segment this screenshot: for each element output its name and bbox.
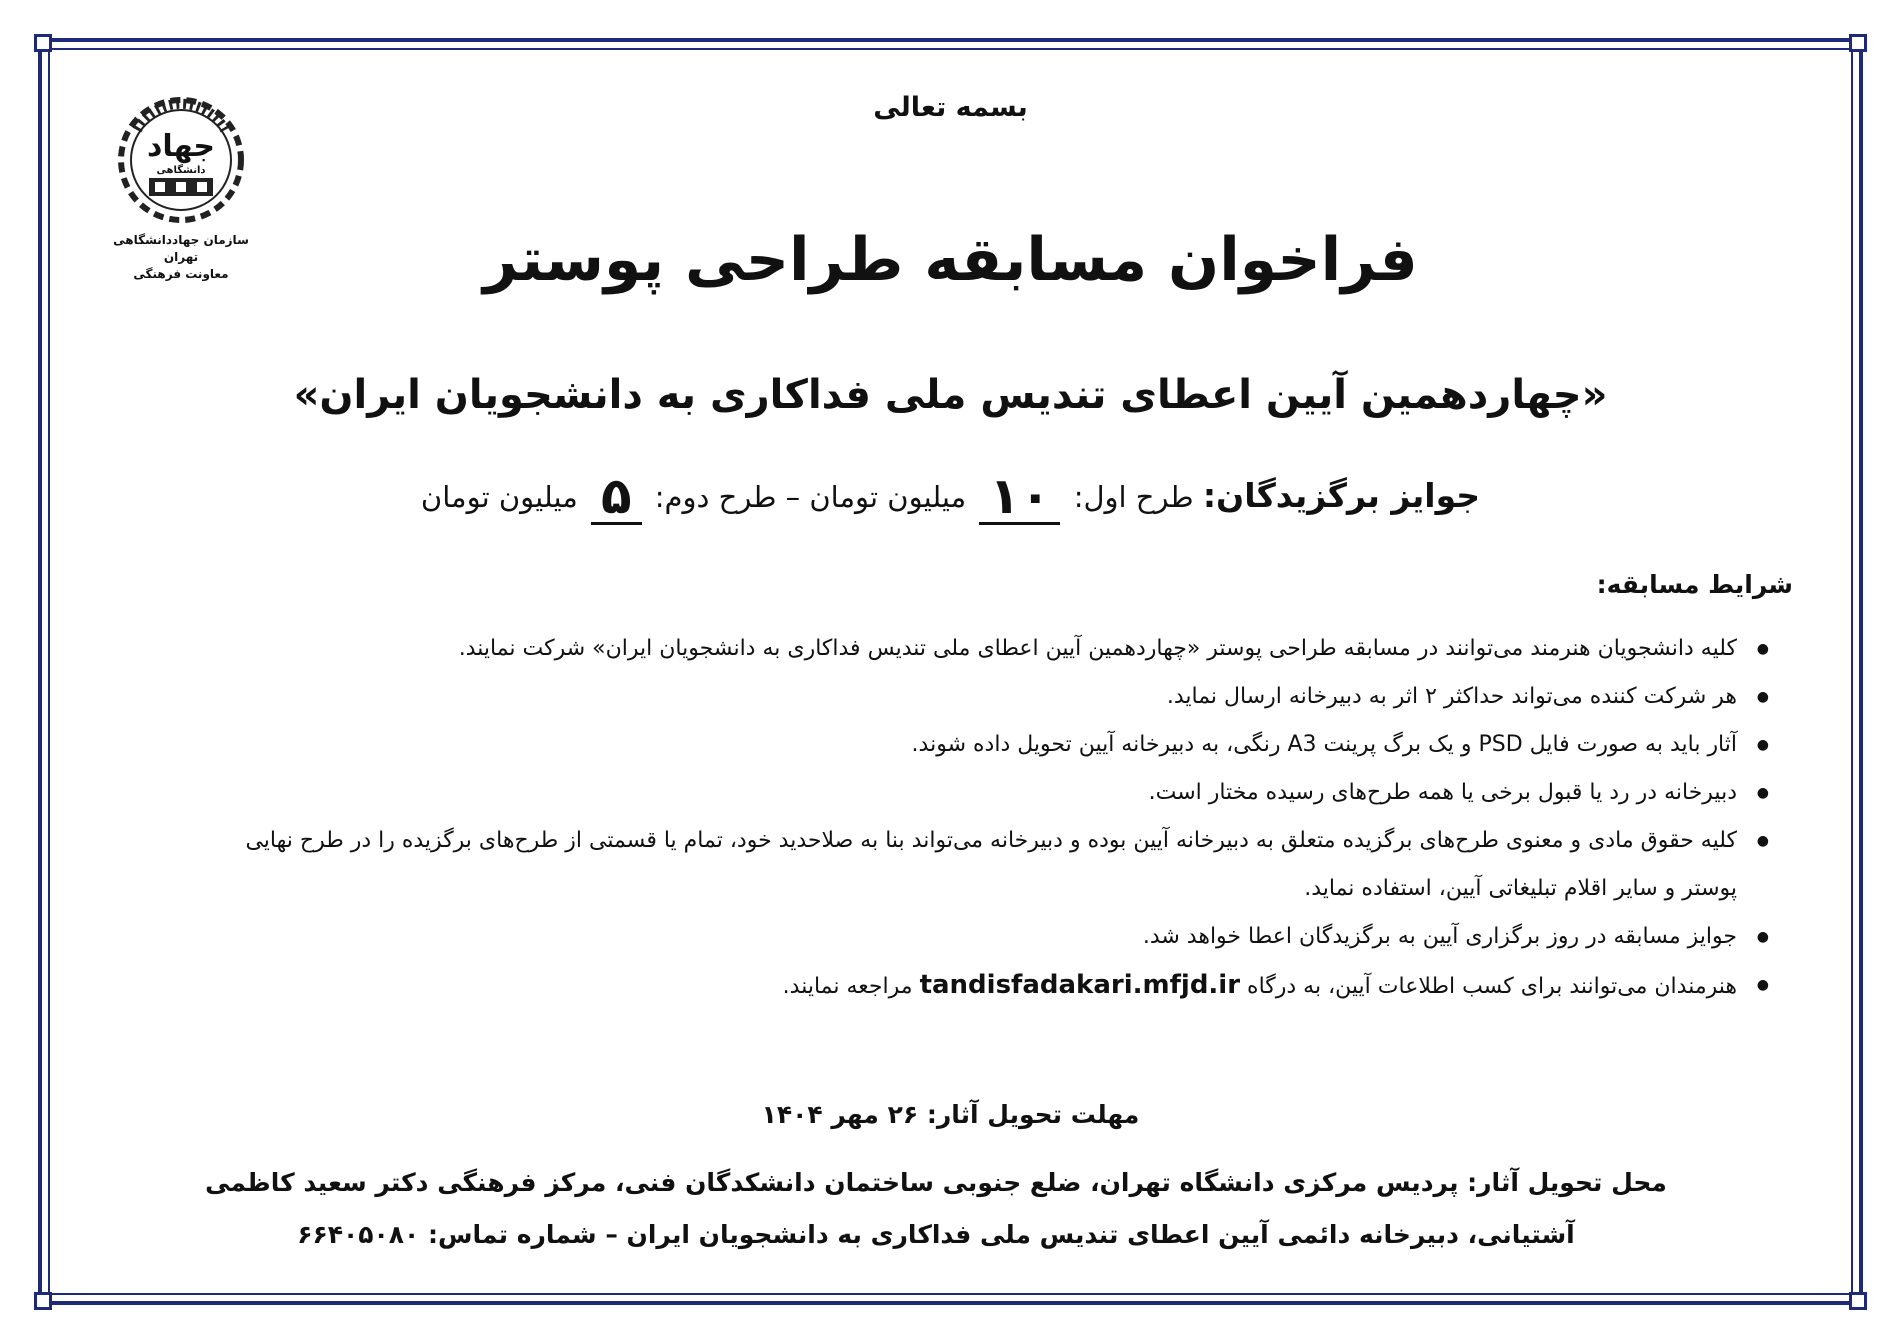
page-title: فراخوان مسابقه طراحی پوستر <box>483 225 1418 295</box>
svg-text:دانشگاهی: دانشگاهی <box>156 165 206 176</box>
svg-text:جهاد: جهاد <box>146 129 216 164</box>
delivery-location-text: محل تحویل آثار: پردیس مرکزی دانشگاه تهران، ضلع جنوبی ساختمان دانشکدگان فنی، مرکز فرهنگی دکتر سعید کاظمی آشتیانی، دبیرخانه دائمی آیین اعطای تندیس ملی فداکاری به دانشجویان ایران – شماره تماس: ۶۶۴۰۵۰۸۰ <box>205 1168 1667 1249</box>
border-corner <box>34 1292 52 1310</box>
page-subtitle: «چهاردهمین آیین اعطای تندیس ملی فداکاری به دانشجویان ایران» <box>293 372 1608 418</box>
list-item: ● کلیه حقوق مادی و معنوی طرح‌های برگزیده متعلق به دبیرخانه آیین بوده و دبیرخانه می‌تواند بنا به صلاحدید خود، تمام یا قسمتی از طرح‌های برگزیده را در طرح نهایی پوستر و سایر اقلام تبلیغاتی آیین، استفاده نماید. <box>209 817 1769 913</box>
list-item: ● هر شرکت کننده می‌تواند حداکثر ۲ اثر به دبیرخانه ارسال نماید. <box>209 673 1769 721</box>
first-prize-prefix: طرح اول: <box>1073 480 1194 514</box>
logo-caption-org: سازمان جهاددانشگاهی تهران <box>113 233 249 264</box>
basmala-heading: بسمه تعالی <box>873 92 1028 123</box>
list-item <box>209 961 1769 1011</box>
website-link[interactable]: tandisfadakari.mfjd.ir <box>919 970 1241 1000</box>
conditions-list <box>209 625 1769 1011</box>
list-item: ● آثار باید به صورت فایل PSD و یک برگ پرینت A3 رنگی، به دبیرخانه آیین تحویل داده شوند. <box>209 721 1769 769</box>
second-prize-suffix: میلیون تومان <box>420 480 578 514</box>
conditions-heading: شرایط مسابقه: <box>1596 570 1793 599</box>
prizes-line <box>60 467 1841 525</box>
first-prize-amount: ۱۰ <box>979 470 1060 525</box>
logo-caption-dept: معاونت فرهنگی <box>133 267 229 281</box>
list-item: ● دبیرخانه در رد یا قبول برخی یا همه طرح‌های رسیده مختار است. <box>209 769 1769 817</box>
first-prize-suffix: میلیون تومان – طرح دوم: <box>654 480 967 514</box>
deadline-text: مهلت تحویل آثار: ۲۶ مهر ۱۴۰۴ <box>761 1100 1140 1129</box>
second-prize-amount: ۵ <box>591 470 642 525</box>
border-corner <box>1849 1292 1867 1310</box>
list-item: ● جوایز مسابقه در روز برگزاری آیین به برگزیدگان اعطا خواهد شد. <box>209 913 1769 961</box>
prizes-label: جوایز برگزیدگان: <box>1202 476 1481 515</box>
list-item: ● کلیه دانشجویان هنرمند می‌توانند در مسابقه طراحی پوستر «چهاردهمین آیین اعطای ملی تندیس فداکاری به دانشجویان ایران» شرکت نمایند. <box>209 625 1769 673</box>
rule-7-prefix: هنرمندان می‌توانند برای کسب اطلاعات آیین، به درگاه <box>1247 974 1737 999</box>
announcement-document <box>60 60 1841 1283</box>
border-corner <box>34 34 52 52</box>
border-corner <box>1849 34 1867 52</box>
rule-7-suffix: مراجعه نمایند. <box>782 974 913 999</box>
